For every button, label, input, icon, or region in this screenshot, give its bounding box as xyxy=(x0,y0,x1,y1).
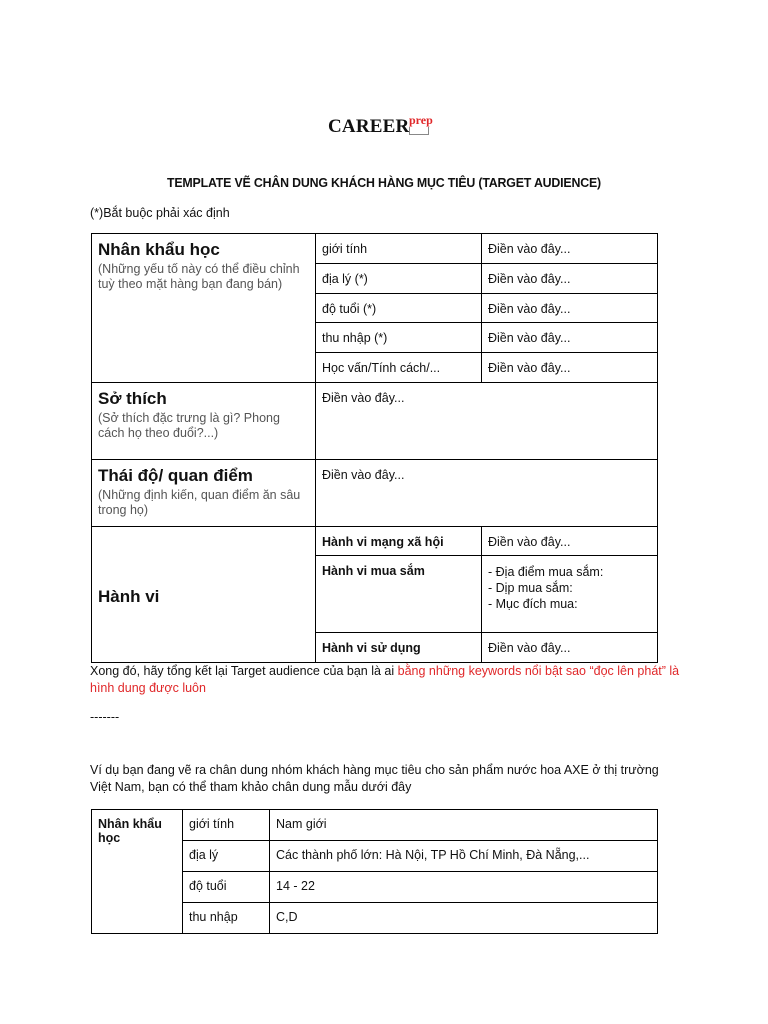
careerprep-logo xyxy=(328,113,433,140)
demographics-cell xyxy=(92,234,316,383)
logo-main-text: CAREER xyxy=(328,116,410,137)
table-row xyxy=(92,383,658,460)
required-note: (*)Bắt buộc phải xác định xyxy=(90,206,230,220)
attitude-title: Thái độ/ quan điểm xyxy=(98,466,253,485)
demographics-value[interactable]: Điền vào đây... xyxy=(482,323,658,353)
table-row xyxy=(92,234,658,264)
behavior-cell xyxy=(92,527,316,663)
hobbies-subtitle: (Sở thích đặc trưng là gì? Phong cách họ theo đuổi?...) xyxy=(98,411,280,440)
table-row xyxy=(92,810,658,841)
example-value: C,D xyxy=(270,903,658,934)
shopping-place-line: - Địa điểm mua sắm: xyxy=(488,565,604,579)
summary-text: Xong đó, hãy tổng kết lại Target audience của bạn là ai xyxy=(90,664,398,678)
example-table xyxy=(91,809,658,934)
hobbies-value[interactable]: Điền vào đây... xyxy=(316,383,658,460)
attitude-value[interactable]: Điền vào đây... xyxy=(316,460,658,527)
demographics-subtitle: (Những yếu tố này có thể điều chỉnh tuỳ theo mặt hàng bạn đang bán) xyxy=(98,262,300,291)
logo-sup-text: prep xyxy=(409,113,433,127)
table-row xyxy=(92,527,658,556)
demographics-label: giới tính xyxy=(316,234,482,264)
demographics-value[interactable]: Điền vào đây... xyxy=(482,234,658,264)
demographics-title: Nhân khẩu học xyxy=(98,240,220,259)
behavior-shopping-label: Hành vi mua sắm xyxy=(316,556,482,633)
divider-dashes: ------- xyxy=(90,710,120,724)
demographics-label: thu nhập (*) xyxy=(316,323,482,353)
example-value: Nam giới xyxy=(270,810,658,841)
example-intro: Ví dụ bạn đang vẽ ra chân dung nhóm khách hàng mục tiêu cho sản phẩm nước hoa AXE ở thị trường Việt Nam, bạn có thể tham khảo chân dung mẫu dưới đây xyxy=(90,763,659,794)
hobbies-title: Sở thích xyxy=(98,389,167,408)
demographics-label: Học vấn/Tính cách/... xyxy=(316,353,482,383)
example-value: 14 - 22 xyxy=(270,872,658,903)
example-value: Các thành phố lớn: Hà Nội, TP Hồ Chí Minh, Đà Nẵng,... xyxy=(270,841,658,872)
example-label: độ tuổi xyxy=(183,872,270,903)
behavior-social-label: Hành vi mạng xã hội xyxy=(316,527,482,556)
behavior-social-value[interactable]: Điền vào đây... xyxy=(482,527,658,556)
shopping-purpose-line: - Mục đích mua: xyxy=(488,597,578,611)
example-label: địa lý xyxy=(183,841,270,872)
logo-box-shape xyxy=(409,127,429,135)
summary-instruction xyxy=(90,663,680,697)
shopping-occasion-line: - Dịp mua sắm: xyxy=(488,581,573,595)
behavior-title: Hành vi xyxy=(98,586,160,606)
demographics-label: độ tuổi (*) xyxy=(316,294,482,323)
hobbies-cell xyxy=(92,383,316,460)
behavior-shopping-value[interactable] xyxy=(482,556,658,633)
demographics-value[interactable]: Điền vào đây... xyxy=(482,294,658,323)
target-audience-template-table xyxy=(91,233,658,663)
behavior-usage-label: Hành vi sử dụng xyxy=(316,633,482,663)
behavior-usage-value[interactable]: Điền vào đây... xyxy=(482,633,658,663)
table-row xyxy=(92,460,658,527)
attitude-cell xyxy=(92,460,316,527)
summary-highlight: bằng những keywords nổi bật sao “đọc lên phát” là hình dung được luôn xyxy=(90,664,680,695)
demographics-label: địa lý (*) xyxy=(316,264,482,294)
example-label: thu nhập xyxy=(183,903,270,934)
example-label: giới tính xyxy=(183,810,270,841)
document-title: TEMPLATE VẼ CHÂN DUNG KHÁCH HÀNG MỤC TIÊU (TARGET AUDIENCE) xyxy=(167,175,601,190)
example-demographics-header: Nhân khẩu học xyxy=(92,810,183,934)
demographics-value[interactable]: Điền vào đây... xyxy=(482,264,658,294)
attitude-subtitle: (Những định kiến, quan điểm ăn sâu trong họ) xyxy=(98,488,301,517)
demographics-value[interactable]: Điền vào đây... xyxy=(482,353,658,383)
